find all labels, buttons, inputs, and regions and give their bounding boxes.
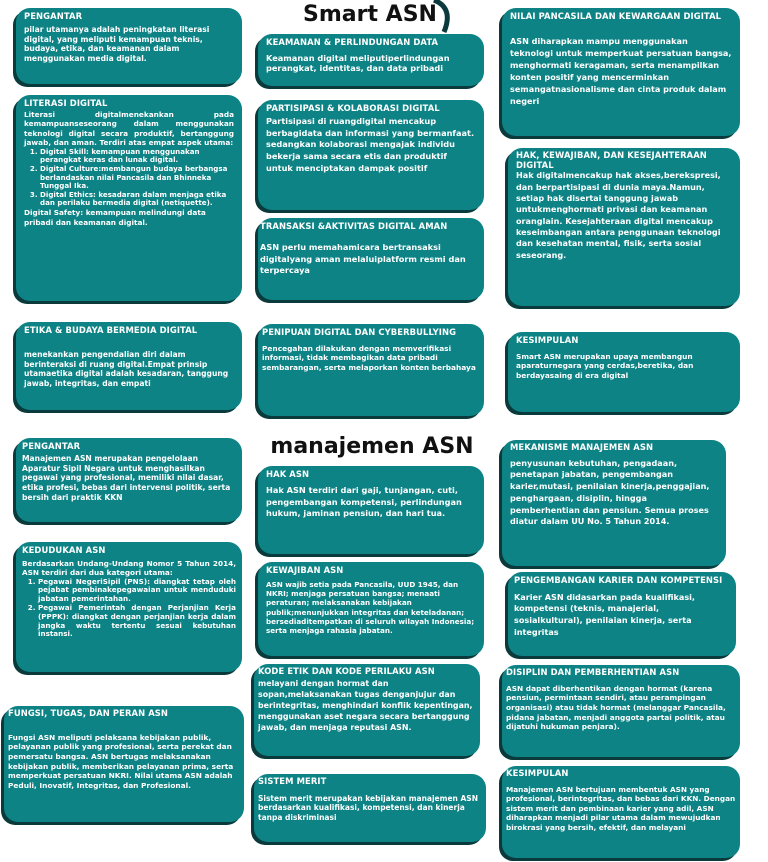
list-item: 3. Digital Ethics: kesadaran dalam menjaga etika dan perilaku bermedia digital (netiquette). (40, 191, 234, 208)
card-body: Manajemen ASN bertujuan membentuk ASN yang profesional, berintegritas, dan bebas dari KKN. Dengan sistem merit dan pembinaan karier yang adil, ASN diharapkan menjadi pilar utama dalam mewujudkan birokrasi yang bersih, efektif, dan melayani (506, 784, 736, 832)
smart-literasi-card (16, 95, 242, 301)
manajemen-sistem-card (254, 774, 486, 842)
manajemen-kedudukan-card (16, 542, 242, 672)
card-outro: Digital Safety: kemampuan melindungi data pribadi dan keamanan digital. (24, 208, 206, 227)
card-title: PENGANTAR (22, 441, 81, 451)
card-body: menekankan pengendalian diri dalam berinteraksi di ruang digital.Empat prinsip utamaetika digital adalah kesadaran, tanggung jawab, integritas, dan empati (24, 349, 229, 389)
card-title: LITERASI DIGITAL (24, 98, 108, 108)
card-body: Karier ASN didasarkan pada kualifikasi, kompetensi (teknis, manajerial, sosialkultural), penilaian kinerja, serta integritas (514, 591, 695, 637)
card-title: SISTEM MERIT (258, 776, 327, 786)
smart-etika-card (16, 322, 242, 410)
card-body: ASN diharapkan mampu menggunakan teknologi untuk memperkuat persatuan bangsa, menghormati keragaman, serta menampilkan konten positif yang mencerminkan semangatnasionalisme dan cinta produk dalam negeri (510, 35, 732, 106)
card-title: DISIPLIN DAN PEMBERHENTIAN ASN (506, 667, 680, 677)
list-item: 1. Digital Skill: kemampuan menggunakan perangkat keras dan lunak digital. (40, 148, 234, 165)
manajemen-mekanisme-card (502, 440, 726, 566)
card-body: ASN wajib setia pada Pancasila, UUD 1945, dan NKRI; menjaga persatuan bangsa; menaati peraturan; melaksanakan kebijakan publik;menunjukkan integritas dan keteladanan; bersediaditempatkan di seluruh wilayah Indonesia; serta menjaga rahasia jabatan. (266, 579, 475, 636)
card-title: PENGANTAR (24, 11, 83, 21)
smart-penipuan-card (258, 324, 484, 416)
card-body: penyusunan kebutuhan, pengadaan, penetapan jabatan, pengembangan karier,mutasi, penilaian kinerja,penggajian, penghargaan, disiplin, hingga pemberhentian dan pensiun. Semua proses diatur dalam UU No. 5 Tahun 2014. (510, 457, 710, 527)
manajemen-pengantar-card (16, 438, 242, 522)
card-title: PENIPUAN DIGITAL DAN CYBERBULLYING (262, 327, 457, 337)
card-body: Sistem merit merupakan kebijakan manajemen ASN berdasarkan kualifikasi, kompetensi, dan kinerja tanpa diskriminasi (258, 793, 478, 823)
manajemen-kewajiban-card (258, 562, 484, 656)
card-body: Fungsi ASN meliputi pelaksana kebijakan publik, pelayanan publik yang profesional, serta perekat dan pemersatu bangsa. ASN bertugas melaksanakan kebijakan publik, memberikan pelayanan prima, serta memperkuat persatuan NKRI. Nilai utama ASN adalah Peduli, Inovatif, Integritas, dan Profesional. (8, 732, 234, 790)
card-body: Manajemen ASN merupakan pengelolaan Aparatur Sipil Negara untuk menghasilkan pegawai yang profesional, memiliki nilai dasar, etika profesi, bebas dari intervensi politik, serta bersih dari praktik KKN (22, 453, 231, 503)
card-title: PARTISIPASI & KOLABORASI DIGITAL (266, 103, 440, 113)
card-title: KEDUDUKAN ASN (22, 545, 106, 555)
card-title: KESIMPULAN (506, 768, 569, 778)
card-title: KEWAJIBAN ASN (266, 565, 344, 575)
card-intro: Berdasarkan Undang-Undang Nomor 5 Tahun 2014, ASN terdiri dari dua kategori utama: (22, 558, 236, 578)
list-item: 2. Digital Culture:membangun budaya berbangsa berlandaskan nilai Pancasila dan Bhinneka Tunggal Ika. (40, 165, 234, 191)
card-body: ASN dapat diberhentikan dengan hormat (karena pensiun, permintaan sendiri, atau perampingan organisasi) atau tidak hormat (melanggar Pancasila, pidana jabatan, menjadi anggota partai politik, atau dijatuhi hukuman penjara). (506, 683, 726, 732)
smart-partisipasi-card (258, 100, 484, 210)
list-item: 2. Pegawai Pemerintah dengan Perjanjian Kerja (PPPK): diangkat dengan perjanjian kerja dalam jangka waktu tertentu sesuai kebutuhan instansi. (38, 604, 236, 639)
card-title: FUNGSI, TUGAS, DAN PERAN ASN (8, 708, 169, 718)
card-body: melayani dengan hormat dan sopan,melaksanakan tugas denganjujur dan berintegritas, menghindari konflik kepentingan, menggunakan aset negara secara bertanggung jawab, dan menjaga reputasi ASN. (258, 678, 473, 732)
manajemen-fungsi-card (4, 706, 244, 822)
card-body: pilar utamanya adalah peningkatan literasi digital, yang meliputi kemampuan teknis, budaya, etika, dan keamanan dalam menggunakan media digital. (24, 24, 210, 64)
smart-keamanan-card (258, 34, 484, 86)
manajemen-kode-card (254, 664, 480, 756)
card-body: Hak ASN terdiri dari gaji, tunjangan, cuti, pengembangan kompetensi, perlindungan hukum, jaminan pensiun, dan hari tua. (266, 484, 462, 519)
card-title: PENGEMBANGAN KARIER DAN KOMPETENSI (514, 575, 723, 585)
list-item: 1. Pegawai NegeriSipil (PNS): diangkat tetap oleh pejabat pembinakepegawaian untuk menduduki jabatan pemerintahan. (38, 578, 236, 604)
smart-asn-title: Smart ASN (303, 2, 437, 27)
card-title: HAK, KEWAJIBAN, DAN KESEJAHTERAAN DIGITAL (516, 150, 707, 170)
card-title: HAK ASN (266, 469, 310, 479)
card-body: Partisipasi di ruangdigital mencakup berbagidata dan informasi yang bermanfaat. sedangkan kolaborasi mengajak individu bekerja sama secara etis dan produktif untuk menciptakan dampak positif (266, 115, 475, 174)
card-title: KODE ETIK DAN KODE PERILAKU ASN (258, 666, 435, 676)
smart-kesimpulan-card (508, 332, 740, 412)
card-body: Pencegahan dilakukan dengan memverifikasi informasi, tidak membagikan data pribadi sembarangan, serta melaporkan konten berbahaya (262, 343, 476, 372)
card-title: KEAMANAN & PERLINDUNGAN DATA (266, 37, 439, 47)
card-title: NILAI PANCASILA DAN KEWARGAAN DIGITAL (510, 11, 722, 21)
card-title: TRANSAKSI &AKTIVITAS DIGITAL AMAN (260, 221, 448, 231)
smart-nilai-card (502, 8, 740, 136)
manajemen-kesimpulan-card (502, 766, 740, 858)
smart-pengantar-card (16, 8, 242, 84)
manajemen-disiplin-card (502, 665, 740, 757)
smart-hak-card (508, 148, 740, 306)
smart-transaksi-card (258, 218, 484, 300)
card-body: ASN perlu memahamicara bertransaksi digitalyang aman melaluiplatform resmi dan terpercaya (260, 241, 466, 276)
card-body: Hak digitalmencakup hak akses,berekspresi, dan berpartisipasi di dunia maya.Namun, setiap hak disertai tanggung jawab untukmenghormati privasi dan keamanan oranglain. Kesejahteraan digital mencakup keseimbangan antara penggunaan teknologi dan kesehatan mental, fisik, serta sosial seseorang. (516, 170, 721, 260)
card-intro: Literasi digitalmenekankan pada kemampuanseseorang dalam menggunakan teknologi digital secara produktif, bertanggung jawab, dan aman. Terdiri atas empat aspek utama: (24, 109, 234, 148)
card-body: Smart ASN merupakan upaya membangun aparaturnegara yang cerdas,beretika, dan berdayasaing di era digital (516, 351, 694, 380)
card-title: KESIMPULAN (516, 335, 579, 345)
manajemen-asn-title: manajemen ASN (270, 434, 474, 459)
manajemen-pengembangan-card (508, 572, 736, 656)
card-body: Keamanan digital meliputiperlindungan perangkat, identitas, dan data pribadi (266, 52, 450, 74)
card-title: MEKANISME MANAJEMEN ASN (510, 442, 654, 452)
manajemen-hak-card (258, 466, 484, 554)
card-title: ETIKA & BUDAYA BERMEDIA DIGITAL (24, 325, 198, 335)
